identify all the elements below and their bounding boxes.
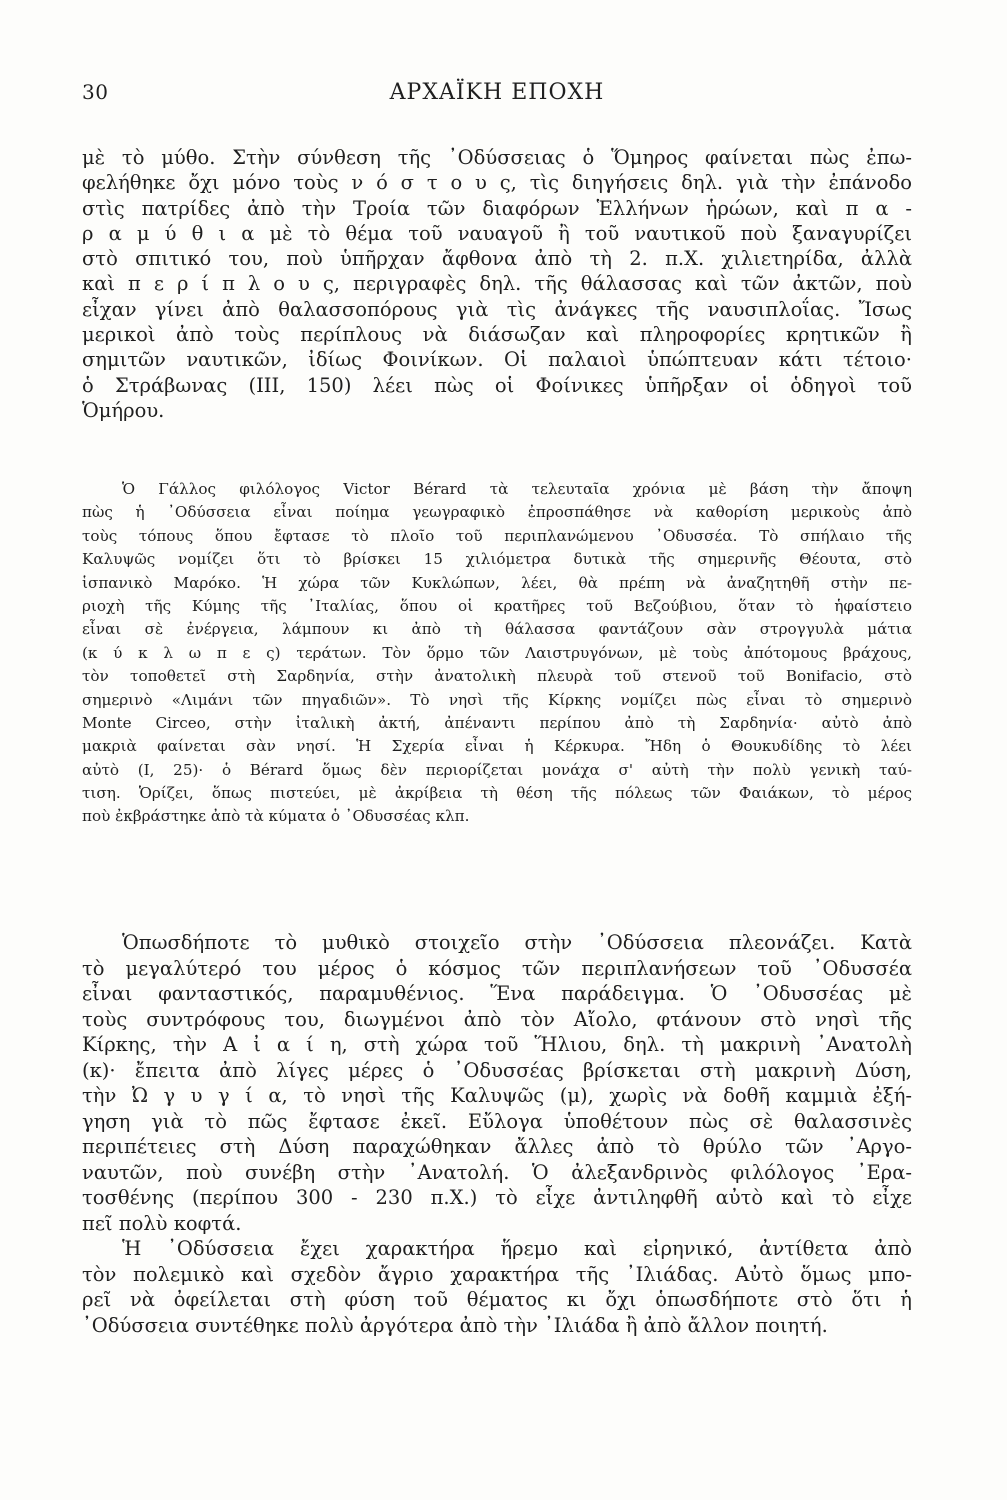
note-line: αὐτὸ (I, 25)· ὁ Bérard ὅμως δὲν περιορίζεται μονάχα σ' αὐτὴ τὴν πολὺ γενικὴ ταύ- xyxy=(82,760,912,779)
text-line: καὶ π ε ρ ί π λ ο υ ς, περιγραφὲς δηλ. τῆς θάλασσας καὶ τῶν ἀκτῶν, ποὺ xyxy=(82,272,912,296)
note-line: Καλυψῶς νομίζει ὅτι τὸ βρίσκει 15 χιλιόμετρα δυτικὰ τῆς σημερινῆς Θέουτα, στὸ xyxy=(82,550,912,569)
note-line: ἱσπανικὸ Μαρόκο. Ἡ χώρα τῶν Κυκλώπων, λέει, θὰ πρέπη νὰ ἀναζητηθῆ στὴν πε- xyxy=(82,573,912,592)
text-line: τὸν πολεμικὸ καὶ σχεδὸν ἄγριο χαρακτήρα τῆς ᾿Ιλιάδας. Αὐτὸ ὅμως μπο- xyxy=(82,1262,912,1286)
body-paragraph-2 xyxy=(82,930,912,1338)
chapter-title: ΑΡΧΑΪΚΗ ΕΠΟΧΗ xyxy=(389,80,605,105)
note-line: ριοχὴ τῆς Κύμης τῆς ᾿Ιταλίας, ὅπου οἱ κρατῆρες τοῦ Βεζούβιου, ὅταν τὸ ἡφαίστειο xyxy=(82,596,912,615)
text-line: σημιτῶν ναυτικῶν, ἰδίως Φοινίκων. Οἱ παλαιοὶ ὑπώπτευαν κάτι τέτοιο· xyxy=(82,348,912,372)
text-line: πεῖ πολὺ κοφτά. xyxy=(82,1211,242,1235)
note-line: μακριὰ φαίνεται σὰν νησί. Ἡ Σχερία εἶναι ἡ Κέρκυρα. Ἤδη ὁ Θουκυδίδης τὸ λέει xyxy=(82,737,912,756)
footnote-block xyxy=(82,478,912,829)
text-line: (κ)· ἔπειτα ἀπὸ λίγες μέρες ὁ ᾿Οδυσσέας βρίσκεται στὴ μακρινὴ Δύση, xyxy=(82,1058,912,1082)
note-line: πὼς ἡ ᾿Οδύσσεια εἶναι ποίημα γεωγραφικὸ ἐπροσπάθησε νὰ καθορίση μερικοὺς ἀπὸ xyxy=(82,503,912,522)
text-line: ρεῖ νὰ ὀφείλεται στὴ φύση τοῦ θέματος κι ὄχι ὁπωσδήποτε στὸ ὅτι ἡ xyxy=(82,1288,912,1311)
note-line: Monte Circeo, στὴν ἰταλικὴ ἀκτή, ἀπέναντι περίπου ἀπὸ τὴ Σαρδηνία· αὐτὸ ἀπὸ xyxy=(82,713,912,732)
body-paragraph-1 xyxy=(82,145,912,423)
text-line: μερικοὶ ἀπὸ τοὺς περίπλους νὰ διάσωζαν καὶ πληροφορίες κρητικῶν ἢ xyxy=(82,323,912,347)
text-line: Ἡ ᾿Οδύσσεια ἔχει χαρακτήρα ἥρεμο καὶ εἰρηνικό, ἀντίθετα ἀπὸ xyxy=(122,1237,912,1260)
note-line: τιση. Ὁρίζει, ὅπως πιστεύει, μὲ ἀκρίβεια τὴ θέση τῆς πόλεως τῶν Φαιάκων, τὸ μέρος xyxy=(82,784,912,803)
text-line: εἶναι φανταστικός, παραμυθένιος. Ἕνα παράδειγμα. Ὁ ᾿Οδυσσέας μὲ xyxy=(82,982,912,1005)
note-line: τὸν τοποθετεῖ στὴ Σαρδηνία, στὴν ἀνατολικὴ πλευρὰ τοῦ στενοῦ τοῦ Bonifacio, στὸ xyxy=(82,667,912,686)
text-line: περιπέτειες στὴ Δύση παραχώθηκαν ἄλλες ἀπὸ τὸ θρύλο τῶν ᾿Αργο- xyxy=(82,1135,912,1158)
text-line: τοὺς συντρόφους του, διωγμένοι ἀπὸ τὸν Αἴολο, φτάνουν στὸ νησὶ τῆς xyxy=(82,1007,912,1031)
text-line: ᾿Οδύσσεια συντέθηκε πολὺ ἀργότερα ἀπὸ τὴν ᾿Ιλιάδα ἢ ἀπὸ ἄλλον ποιητή. xyxy=(82,1313,828,1337)
note-line: τοὺς τόπους ὅπου ἔφτασε τὸ πλοῖο τοῦ περιπλανώμενου ᾿Οδυσσέα. Τὸ σπήλαιο τῆς xyxy=(82,526,912,545)
text-line: τοσθένης (περίπου 300 - 230 π.Χ.) τὸ εἶχε ἀντιληφθῆ αὐτὸ καὶ τὸ εἶχε xyxy=(82,1186,912,1209)
text-line: γηση γιὰ τὸ πῶς ἔφτασε ἐκεῖ. Εὔλογα ὑποθέτουν πὼς σὲ θαλασσινὲς xyxy=(82,1109,912,1133)
note-line: Ὁ Γάλλος φιλόλογος Victor Bérard τὰ τελευταῖα χρόνια μὲ βάση τὴν ἄποψη xyxy=(122,480,912,498)
text-line: μὲ τὸ μύθο. Στὴν σύνθεση τῆς ᾿Οδύσσειας ὁ Ὅμηρος φαίνεται πὼς ἐπω- xyxy=(82,146,912,169)
text-line: ρ α μ ύ θ ι α μὲ τὸ θέμα τοῦ ναυαγοῦ ἢ τοῦ ναυτικοῦ ποὺ ξαναγυρίζει xyxy=(82,221,912,245)
text-line: εἶχαν γίνει ἀπὸ θαλασσοπόρους γιὰ τὶς ἀνάγκες τῆς ναυσιπλοΐας. Ἴσως xyxy=(82,297,912,321)
text-line: τὴν Ὠ γ υ γ ί α, τὸ νησὶ τῆς Καλυψῶς (μ), χωρὶς νὰ δοθῆ καμμιὰ ἐξή- xyxy=(82,1084,912,1107)
note-line: (κ ύ κ λ ω π ε ς) τεράτων. Τὸν ὅρμο τῶν Λαιστρυγόνων, μὲ τοὺς ἀπότομους βράχους, xyxy=(82,643,912,662)
note-line: ποὺ ἐκβράστηκε ἀπὸ τὰ κύματα ὁ ᾿Οδυσσέας κλπ. xyxy=(82,807,470,826)
text-line: φελήθηκε ὄχι μόνο τοὺς ν ό σ τ ο υ ς, τὶς διηγήσεις δηλ. γιὰ τὴν ἐπάνοδο xyxy=(82,171,912,195)
text-line: Κίρκης, τὴν Α ἰ α ί η, στὴ χώρα τοῦ Ἥλιου, δηλ. τὴ μακρινὴ ᾿Ανατολὴ xyxy=(82,1033,912,1056)
note-line: σημερινὸ «Λιμάνι τῶν πηγαδιῶν». Τὸ νησὶ τῆς Κίρκης νομίζει πὼς εἶναι τὸ σημερινὸ xyxy=(82,690,912,709)
text-line: ὁ Στράβωνας (III, 150) λέει πὼς οἱ Φοίνικες ὑπῆρξαν οἱ ὁδηγοὶ τοῦ xyxy=(82,373,912,397)
text-line: στὶς πατρίδες ἀπὸ τὴν Τροία τῶν διαφόρων Ἑλλήνων ἡρώων, καὶ π α - xyxy=(82,196,912,220)
text-line: στὸ σπιτικό του, ποὺ ὑπῆρχαν ἄφθονα ἀπὸ τὴ 2. π.Χ. χιλιετηρίδα, ἀλλὰ xyxy=(82,247,912,271)
text-line: τὸ μεγαλύτερό του μέρος ὁ κόσμος τῶν περιπλανήσεων τοῦ ᾿Οδυσσέα xyxy=(82,956,912,980)
text-line: Ὁμήρου. xyxy=(82,398,165,422)
page-number: 30 xyxy=(82,80,109,104)
text-line: Ὁπωσδήποτε τὸ μυθικὸ στοιχεῖο στὴν ᾿Οδύσσεια πλεονάζει. Κατὰ xyxy=(122,931,912,954)
running-head xyxy=(82,80,912,114)
note-line: εἶναι σὲ ἐνέργεια, λάμπουν κι ἀπὸ τὴ θάλασσα φαντάζουν σὰν στρογγυλὰ μάτια xyxy=(82,620,912,639)
text-line: ναυτῶν, ποὺ συνέβη στὴν ᾿Ανατολή. Ὁ ἀλεξανδρινὸς φιλόλογος ᾿Ερα- xyxy=(82,1160,912,1184)
